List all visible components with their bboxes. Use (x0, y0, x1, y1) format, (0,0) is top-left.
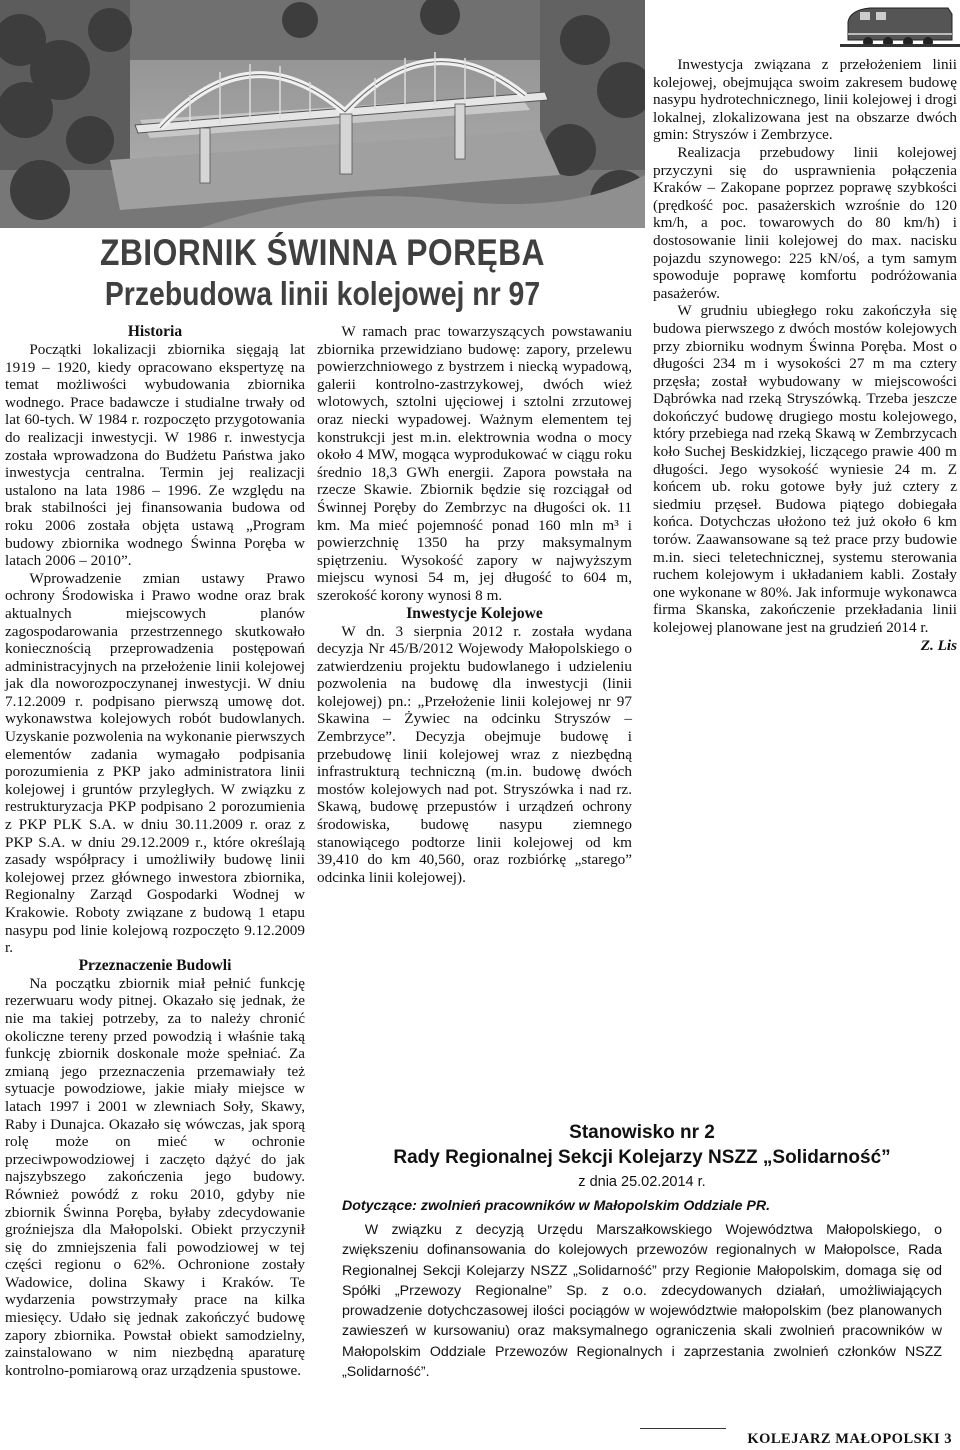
bridge-construction-photo (0, 0, 645, 228)
inwestycje-paragraph-1: W dn. 3 sierpnia 2012 r. została wydana decyzja Nr 45/B/2012 Wojewody Małopolskiego o zatwierdzeniu projektu budowlanego i udzieleniu pozwolenia na budowę dla inwestycji (linii kolejowej) pn.: „Przełożenie linii kolejowej nr 97 Skawina – Żywiec na odcinku Stryszów – Zembrzyce”. Decyzja obejmuje budowę i przebudowę linii kolejowej wraz z niezbędną infrastrukturą techniczną (m.in. budowę dwóch mostów kolejowych nad pot. Stryszówka i nad rz. Skawą, budowę przepustów i urządzeń ochrony środowiska, budowę nasypu ziemnego stanowiącego podtorze linii kolejowej od km 39,410 do km 40,560, oraz rozbiórkę „starego” odcinka linii kolejowej). (317, 622, 632, 886)
author-signature: Z. Lis (920, 636, 957, 654)
historia-paragraph-2: Wprowadzenie zmian ustawy Prawo ochrony Środowiska i Prawo wodne oraz brak aktualnych miejscowych planów zagospodarowania przestrzennego skutkowało koniecznością przeprowadzenia postępowań administracyjnych na przełożenie linii kolejowej jak dla noworozpoczynanej inwestycji. W dniu 7.12.2009 r. podpisano pierwszą umowę dot. wykonawstwa kolejowych robót budowlanych. Uzyskanie pozwolenia na wykonanie pierwszych elementów zadania wymagało podpisania porozumienia z PKP jako administratora linii kolejowej i gruntów przyległych. W związku z restrukturyzacja PKP podpisano 2 porozumienia z PKP PLK S.A. w dniu 30.11.2009 r. oraz z PKP S.A. w dniu 29.12.2009 r., które określają zasady współpracy i umożliwiły budowę linii kolejowej przez głównego inwestora zbiornika, Regionalny Zarząd Gospodarki Wodnej w Krakowie. Roboty związane z budową 1 etapu nasypu pod linie kolejową rozpoczęto 9.12.2009 r. (5, 569, 305, 957)
stanowisko-subject: Dotyczące: zwolnień pracowników w Małopolskim Oddziale PR. (342, 1198, 771, 1214)
footer-rule (640, 1428, 726, 1429)
locomotive-icon (840, 0, 960, 48)
inwestycje-paragraph-3: Realizacja przebudowy linii kolejowej przyczyni się do usprawnienia połączenia Kraków – Zakopane poprzez poprawę szybkości (prędkość poc. pasażerskich wzrośnie do 120 km/h, a poc. towarowych do 80 km/h) i dostosowanie linii kolejowej do max. nacisku pojazdu szynowego: 225 kN/oś, a tym samym spowoduje poprawę komfortu podróżowania pasażerów. (653, 143, 957, 302)
section-heading-przeznaczenie: Przeznaczenie Budowli (78, 956, 232, 974)
przeznaczenie-paragraph-2: W ramach prac towarzyszących powstawaniu zbiornika przewidziano budowę: zapory, przelewu powierzchniowego z bystrzem i niecką wypadową, galerii kontrolno-zastrzykowej, dwóch wież wlotowych, sztolni ujęciowej i sztolni zrzutowej oraz niecki wypadowej. Ważnym elementem tej konstrukcji jest m.in. elektrownia wodna o mocy około 4 MW, mogąca wyprodukować w ciągu roku średnio 18,3 GWh energii. Zapora powstała na rzecze Skawie. Zbiornik będzie się rozciągał od Świnnej Poręby do Zembrzyc na długości ok. 11 km. Ma mieć pojemność ponad 160 mln m³ i powierzchnię 1350 ha przy maksymalnym spiętrzeniu. Wysokość zapory w najwyższym miejscu wynosi 54 m, jej długość to 604 m, szerokość korony wynosi 8 m. (317, 323, 632, 604)
historia-paragraph-1: Początki lokalizacji zbiornika sięgają lat 1919 – 1920, kiedy opracowano ekspertyzę na temat możliwości wybudowania zbiornika wodnego. Prace badawcze i studialne trwały od lat 60-tych. W 1984 r. rozpoczęto przygotowania do realizacji inwestycji. W 1986 r. inwestycja została wprowadzona do Budżetu Państwa jako inwestycja centralna. Termin jej realizacji ustalono na lata 1986 – 1996. Ze względu na brak stabilności jej finansowania budowa od roku 2006 została objęta ustawą „Program budowy zbiornika wodnego Świnna Poręba w latach 2006 – 2010”. (5, 341, 305, 570)
inwestycje-paragraph-2: Inwestycja związana z przełożeniem linii kolejowej, obejmująca swoim zakresem budowę nasypu hydrotechnicznego, linii kolejowej i drogi lokalnej, zlokalizowana jest na obszarze dwóch gmin: Stryszów i Zembrzyce. (653, 56, 957, 144)
przeznaczenie-paragraph-1: Na początku zbiornik miał pełnić funkcję rezerwuaru wody pitnej. Okazało się jednak, że nie ma takiej potrzeby, za to należy chronić okoliczne tereny przed powodzią i właśnie taką funkcję zbiornik doskonale może spełniać. Za zmianą jego przeznaczenia przemawiały też sytuacje powodziowe, jakie miały miejsce w latach 1997 i 2001 w zlewniach Soły, Skawy, Raby i Dunajca. Okazało się wówczas, jak sporą rolę może on mieć w ochronie przeciwpowodziowej i zaczęto dążyć do jak najszybszego zakończenia jego budowy. Również powódź z roku 2010, gdyby nie zbiornik Świnna Poręba, byłaby zdecydowanie groźniejsza dla Małopolski. Obiekt przyczynił się do zmniejszenia fali powodziowej w tej części regionu o 62%. Ochronione zostały Wadowice, dolina Skawy i Kraków. Te wydarzenia powstrzymały prace na kilka miesięcy. Udało się jednak zakończyć budowę zapory zbiornika. Powstał obiekt samodzielny, zainstalowano w nim niezbędną aparaturę kontrolno-pomiarową oraz urządzenia spustowe. (5, 974, 305, 1379)
article-column-2 (317, 323, 632, 886)
footer-publication: KOLEJARZ MAŁOPOLSKI 3 (747, 1431, 952, 1447)
title-line-2: Przebudowa linii kolejowej nr 97 (104, 275, 541, 312)
article-title (45, 232, 600, 314)
stanowisko-date: z dnia 25.02.2014 r. (578, 1174, 706, 1190)
title-line-1: ZBIORNIK ŚWINNA PORĘBA (100, 232, 545, 273)
section-heading-inwestycje: Inwestycje Kolejowe (406, 604, 543, 622)
inwestycje-paragraph-4: W grudniu ubiegłego roku zakończyła się budowa pierwszego z dwóch mostów kolejowych przy zbiorniku wodnym Świnna Poręba. Most o długości 234 m i wysokości 27 m ma cztery przęsła; został wybudowany w miejscowości Dąbrówka nad rzeką Stryszówką. Trzeba jeszcze dokończyć budowę drugiego mostu kolejowego, który przebiega nad rzeką Skawą w Zembrzycach koło Suchej Beskidzkiej, liczącego prawie 400 m długości. Jego wysokość wyniesie 24 m. Z końcem ub. roku gotowe były już cztery z siedmiu przęseł. Budowa piątego dobiegała końca. Dotychczas ułożono też już około 6 km torów. Zaawansowane są też prace przy budowie m.in. sieci teletechnicznej, systemu sterowania ruchem kolejowym i układaniem kabli. Zostały one wykonane w 80%. Jak informuje wykonawca firma Skanska, zakończenie przekładania linii kolejowej planowane jest na grudzień 2014 r. (653, 302, 957, 636)
article-column-3 (653, 56, 957, 654)
stanowisko-body: W związku z decyzją Urzędu Marszałkowskiego Województwa Małopolskiego, o zwiększeniu dofinansowania do kolejowych przewozów regionalnych w Małopolsce, Rada Regionalnej Sekcji Kolejarzy NSZZ „Solidarność” przy Regionie Małopolskim, domaga się od Spółki „Przewozy Regionalne” Sp. z o.o. zdecydowanych działań, umożliwiających prowadzenie dotychczasowej ilości pociągów w województwie małopolskim (bez planowanych zawieszeń w kursowaniu) oraz maksymalnego ograniczenia skali zwolnień pracowników w Małopolskim Oddziale Przewozów Regionalnych i zaprzestania zwolnień członków NSZZ „Solidarność”. (342, 1222, 942, 1381)
stanowisko-heading: Stanowisko nr 2 (569, 1122, 715, 1143)
article-column-1 (5, 323, 305, 1379)
section-heading-historia: Historia (127, 323, 183, 340)
stanowisko-subheading: Rady Regionalnej Sekcji Kolejarzy NSZZ „Solidarność” (393, 1147, 891, 1168)
page-footer (640, 1426, 960, 1450)
stanowisko-statement (342, 1120, 942, 1382)
